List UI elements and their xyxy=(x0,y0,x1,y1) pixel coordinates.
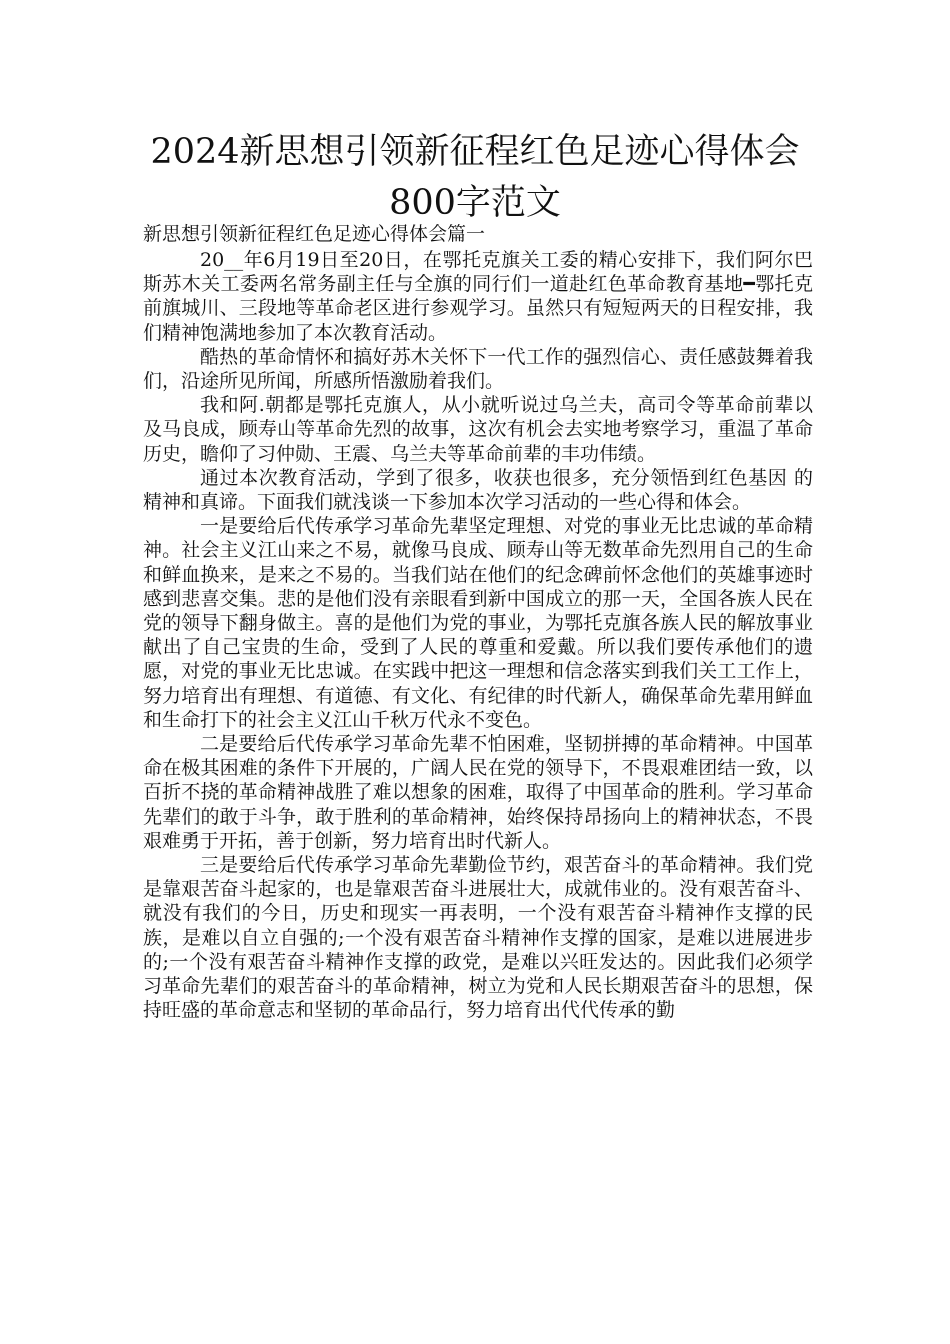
section-heading: 新思想引领新征程红色足迹心得体会篇一 xyxy=(143,223,486,245)
document-title-line-2: 800字范文 xyxy=(389,183,561,223)
paragraph-5: 一是要给后代传承学习革命先辈坚定理想、对党的事业无比忠诚的革命精神。社会主义江山来之不易，就像马良成、顾寿山等无数革命先烈用自己的生命和鲜血换来，是来之不易的。当我们站在他们的纪念碑前怀念他们的英雄事迹时感到悲喜交集。悲的是他们没有亲眼看到新中国成立的那一天，全国各族人民在党的领导下翻身做主。喜的是他们为党的事业，为鄂托克旗各族人民的解放事业献出了自己宝贵的生命，受到了人民的尊重和爱戴。所以我们要传承他们的遗愿，对党的事业无比忠诚。在实践中把这一理想和信念落实到我们关工工作上，努力培育出有理想、有道德、有文化、有纪律的时代新人，确保革命先辈用鲜血和生命打下的社会主义江山千秋万代永不变色。 xyxy=(143,515,813,731)
paragraph-6: 二是要给后代传承学习革命先辈不怕困难，坚韧拼搏的革命精神。中国革命在极其困难的条件下开展的，广阔人民在党的领导下，不畏艰难团结一致，以百折不挠的革命精神战胜了难以想象的困难，取得了中国革命的胜利。学习革命先辈们的敢于斗争，敢于胜利的革命精神，始终保持昂扬向上的精神状态，不畏艰难勇于开拓，善于创新，努力培育出时代新人。 xyxy=(143,733,813,852)
paragraph-2: 酷热的革命情怀和搞好苏木关怀下一代工作的强烈信心、责任感鼓舞着我们，沿途所见所闻，所感所悟激励着我们。 xyxy=(143,345,813,393)
paragraph-7: 三是要给后代传承学习革命先辈勤俭节约，艰苦奋斗的革命精神。我们党是靠艰苦奋斗起家的，也是靠艰苦奋斗进展壮大，成就伟业的。没有艰苦奋斗、就没有我们的今日，历史和现实一再表明，一个没有艰苦奋斗精神作支撑的民族，是难以自立自强的;一个没有艰苦奋斗精神作支撑的国家，是难以进展进步的;一个没有艰苦奋斗精神作支撑的政党，是难以兴旺发达的。因此我们必须学习革命先辈们的艰苦奋斗的革命精神，树立为党和人民长期艰苦奋斗的思想，保持旺盛的革命意志和坚韧的革命品行，努力培育出代代传承的勤 xyxy=(143,854,813,1022)
paragraph-3: 我和阿.朝都是鄂托克旗人，从小就听说过乌兰夫，高司令等革命前辈以及马良成，顾寿山等革命先烈的故事，这次有机会去实地考察学习，重温了革命历史，瞻仰了习仲勋、王震、乌兰夫等革命前辈的丰功伟绩。 xyxy=(143,394,813,465)
paragraph-4: 通过本次教育活动，学到了很多，收获也很多，充分领悟到红色基因 的精神和真谛。下面我们就浅谈一下参加本次学习活动的一些心得和体会。 xyxy=(143,466,813,514)
document-title-line-1: 2024新思想引领新征程红色足迹心得体会 xyxy=(150,132,800,172)
paragraph-1: 20__年6月19日至20日，在鄂托克旗关工委的精心安排下，我们阿尔巴斯苏木关工委两名常务副主任与全旗的同行们一道赴红色革命教育基地━鄂托克前旗城川、三段地等革命老区进行参观学习。虽然只有短短两天的日程安排，我们精神饱满地参加了本次教育活动。 xyxy=(143,249,813,344)
document-body xyxy=(143,222,813,1023)
